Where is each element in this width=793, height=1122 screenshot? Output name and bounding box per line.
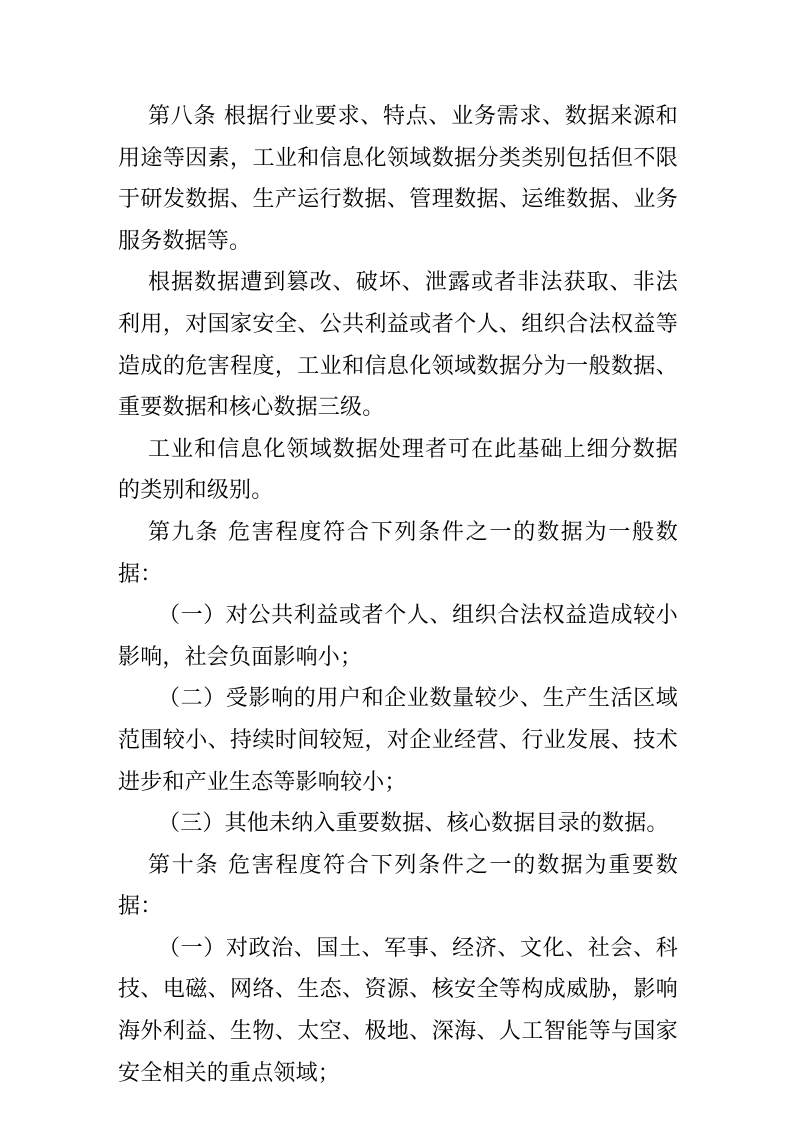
article-9-item-2: （二）受影响的用户和企业数量较少、生产生活区域范围较小、持续时间较短，对企业经营、行业发展、技术进步和产业生态等影响较小； xyxy=(118,686,678,795)
document-body xyxy=(118,96,678,1094)
article-10-paragraph: 第十条 危害程度符合下列条件之一的数据为重要数据： xyxy=(118,852,678,920)
article-8-paragraph: 第八条 根据行业要求、特点、业务需求、数据来源和用途等因素，工业和信息化领域数据分类类别包括但不限于研发数据、生产运行数据、管理数据、运维数据、业务服务数据等。 xyxy=(118,104,678,254)
article-9-item-3: （三）其他未纳入重要数据、核心数据目录的数据。 xyxy=(158,811,669,837)
article-8-levels-paragraph: 根据数据遭到篡改、破坏、泄露或者非法获取、非法利用，对国家安全、公共利益或者个人、组织合法权益等造成的危害程度，工业和信息化领域数据分为一般数据、重要数据和核心数据三级。 xyxy=(118,270,678,421)
article-9-item-1: （一）对公共利益或者个人、组织合法权益造成较小影响，社会负面影响小； xyxy=(118,603,678,670)
article-9-paragraph: 第九条 危害程度符合下列条件之一的数据为一般数据： xyxy=(118,519,678,587)
article-10-item-1: （一）对政治、国土、军事、经济、文化、社会、科技、电磁、网络、生态、资源、核安全等构成威胁，影响海外利益、生物、太空、极地、深海、人工智能等与国家安全相关的重点领域； xyxy=(118,935,678,1086)
article-8-subdivision-paragraph: 工业和信息化领域数据处理者可在此基础上细分数据的类别和级别。 xyxy=(118,436,678,504)
